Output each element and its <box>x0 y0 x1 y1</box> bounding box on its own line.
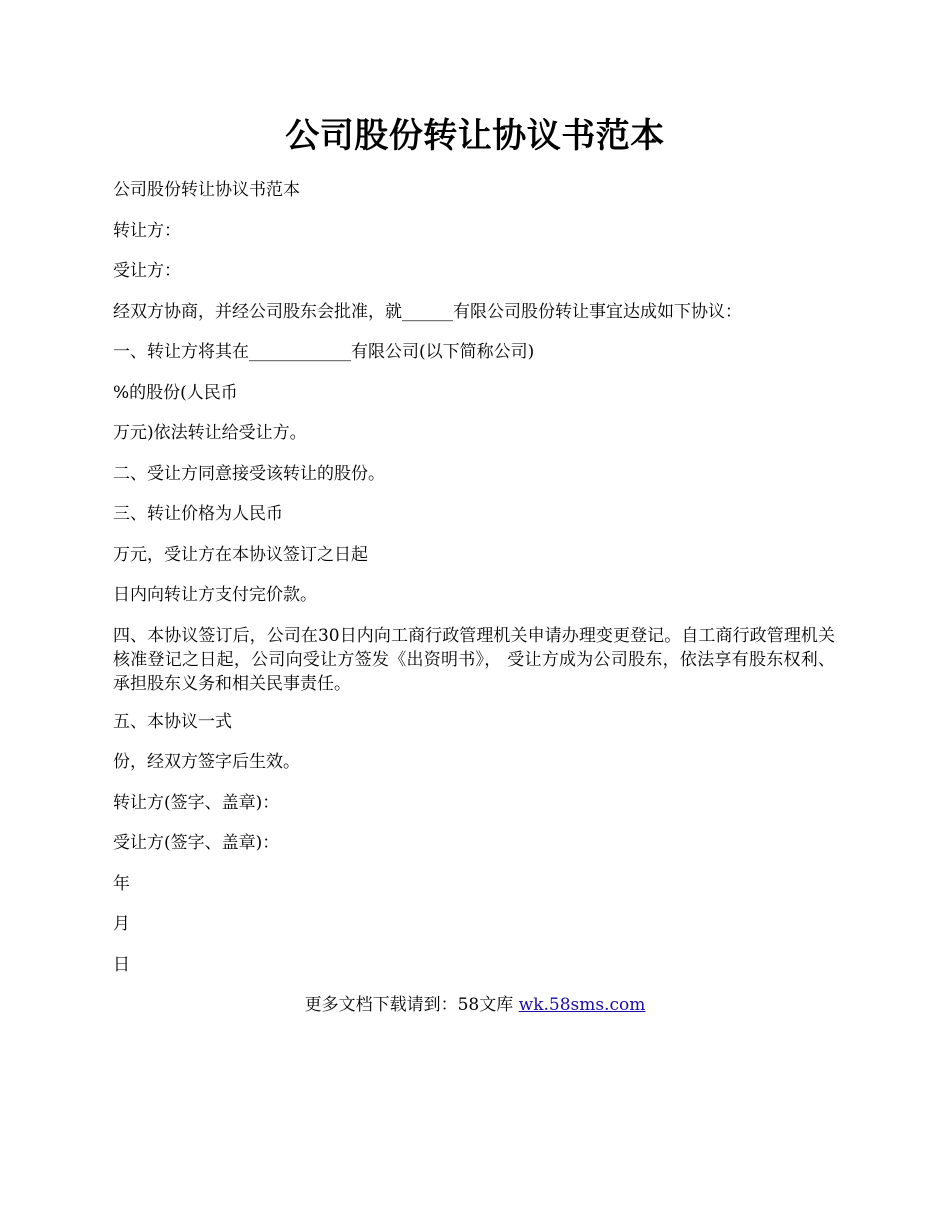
paragraph-clause-4: 四、本协议签订后，公司在30日内向工商行政管理机关申请办理变更登记。自工商行政管理机关核准登记之日起，公司向受让方签发《出资明书》， 受让方成为公司股东，依法享有股东权利、承担股东义务和相关民事责任。 <box>113 625 835 694</box>
document-body <box>113 178 835 993</box>
paragraph-day: 日 <box>113 954 130 975</box>
paragraph-month: 月 <box>113 914 130 934</box>
footer-link[interactable]: wk.58sms.com <box>518 995 646 1015</box>
paragraph-subtitle: 公司股份转让协议书范本 <box>113 180 300 200</box>
document-title: 公司股份转让协议书范本 <box>285 116 665 156</box>
paragraph-clause-5: 五、本协议一式 <box>113 711 232 732</box>
paragraph-clause-1: 一、转让方将其在____________有限公司(以下简称公司) <box>113 342 535 362</box>
paragraph-preamble: 经双方协商，并经公司股东会批准，就______有限公司股份转让事宜达成如下协议： <box>113 301 742 322</box>
footer-text: 更多文档下载请到：58文库 <box>304 995 519 1015</box>
paragraph-clause-1-shares: %的股份(人民币 <box>113 382 238 403</box>
paragraph-clause-3-days: 日内向转让方支付完价款。 <box>113 585 317 605</box>
paragraph-transferee-signature: 受让方(签字、盖章)： <box>113 833 280 853</box>
paragraph-clause-5-effective: 份，经双方签字后生效。 <box>113 752 300 772</box>
paragraph-year: 年 <box>113 873 130 894</box>
paragraph-clause-3-payment: 万元，受让方在本协议签订之日起 <box>113 544 368 565</box>
paragraph-transferee: 受让方： <box>113 261 181 281</box>
download-footer <box>0 993 950 1017</box>
paragraph-transferor-signature: 转让方(签字、盖章)： <box>113 792 280 813</box>
paragraph-clause-2: 二、受让方同意接受该转让的股份。 <box>113 463 385 484</box>
paragraph-clause-3: 三、转让价格为人民币 <box>113 504 283 524</box>
paragraph-clause-1-amount: 万元)依法转让给受让方。 <box>113 423 307 443</box>
paragraph-transferor: 转让方： <box>113 220 181 241</box>
